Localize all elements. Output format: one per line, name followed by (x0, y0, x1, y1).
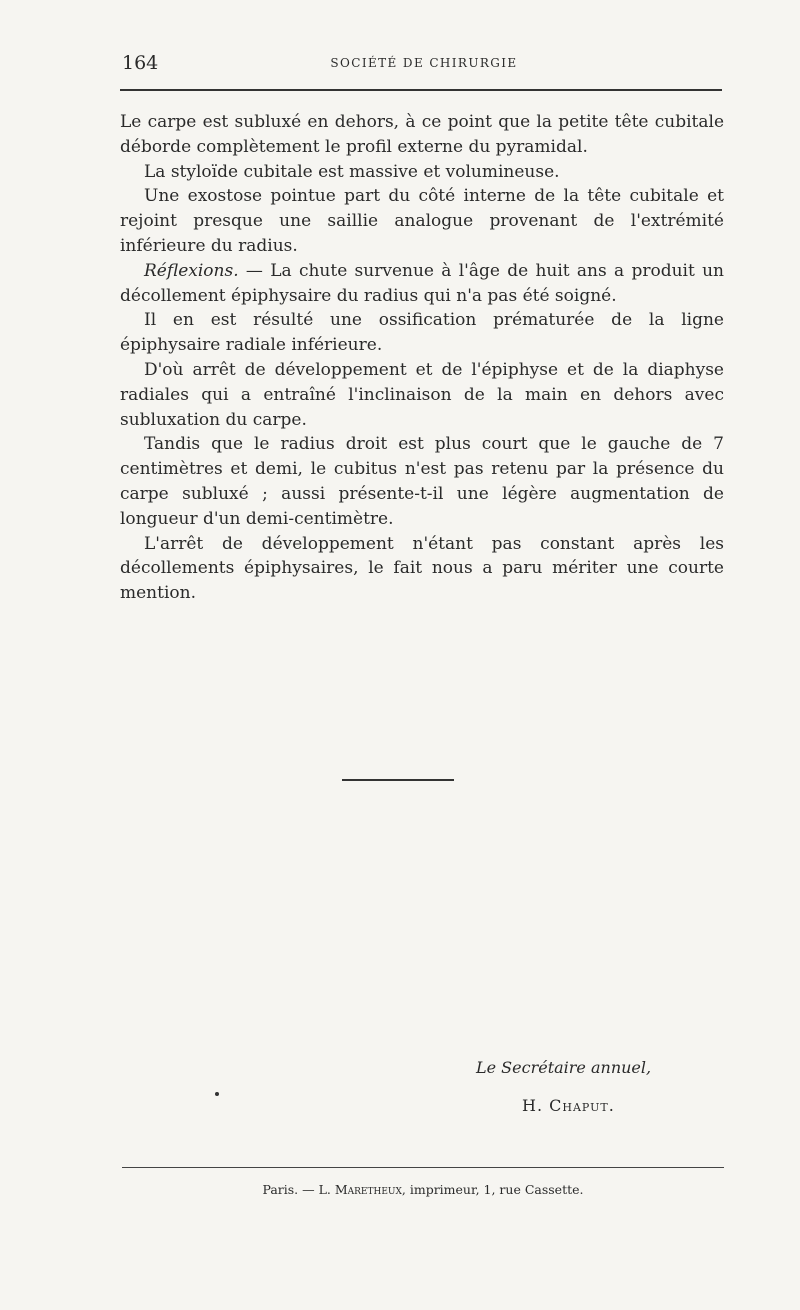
paragraph: L'arrêt de développement n'étant pas constant après les décollements épiphysaires, le fait nous a paru mériter une courte mention. (120, 533, 724, 604)
section-end-rule (342, 779, 454, 781)
imprint-suffix: , imprimeur, 1, rue Cassette. (401, 1182, 584, 1197)
paragraph: La styloïde cubitale est massive et volumineuse. (144, 161, 560, 182)
footer-rule (122, 1167, 724, 1168)
body-text (120, 110, 724, 606)
imprint-prefix: Paris. — L. (262, 1182, 335, 1197)
running-title: SOCIÉTÉ DE CHIRURGIE (330, 56, 518, 70)
paragraph-reflexions (120, 259, 724, 309)
paragraph: D'où arrêt de développement et de l'épiphyse et de la diaphyse radiales qui a entraîné l'inclinaison de la main en dehors avec subluxation du carpe. (120, 359, 724, 430)
running-head (122, 52, 726, 76)
header-rule (120, 89, 722, 91)
paragraph: Une exostose pointue part du côté interne de la tête cubitale et rejoint presque une saillie analogue provenant de l'extrémité inférieure du radius. (120, 186, 724, 256)
signature-title: Le Secrétaire annuel, (476, 1058, 652, 1077)
reflexions-label: Réflexions. (144, 260, 239, 281)
paragraph: Tandis que le radius droit est plus court que le gauche de 7 centimètres et demi, le cubitus n'est pas retenu par la présence du carpe subluxé ; aussi présente-t-il une légère augmentation de longueur d'un demi-centimètre. (120, 434, 724, 529)
paragraph: Le carpe est subluxé en dehors, à ce point que la petite tête cubitale déborde complètement le profil externe du pyramidal. (120, 112, 724, 157)
signature-name (522, 1096, 762, 1115)
imprint-name: Maretheux (334, 1182, 402, 1197)
reflexions-text: — La chute survenue à l'âge de huit ans a produit un décollement épiphysaire du radius qui n'a pas été soigné. (120, 260, 725, 306)
printer-imprint (122, 1182, 724, 1197)
ink-dot (215, 1092, 219, 1096)
paragraph: Il en est résulté une ossification prématurée de la ligne épiphysaire radiale inférieure. (120, 310, 724, 356)
signature-initial: H. (522, 1096, 550, 1115)
signature-surname: Chaput. (549, 1096, 615, 1115)
page-number: 164 (122, 52, 159, 74)
